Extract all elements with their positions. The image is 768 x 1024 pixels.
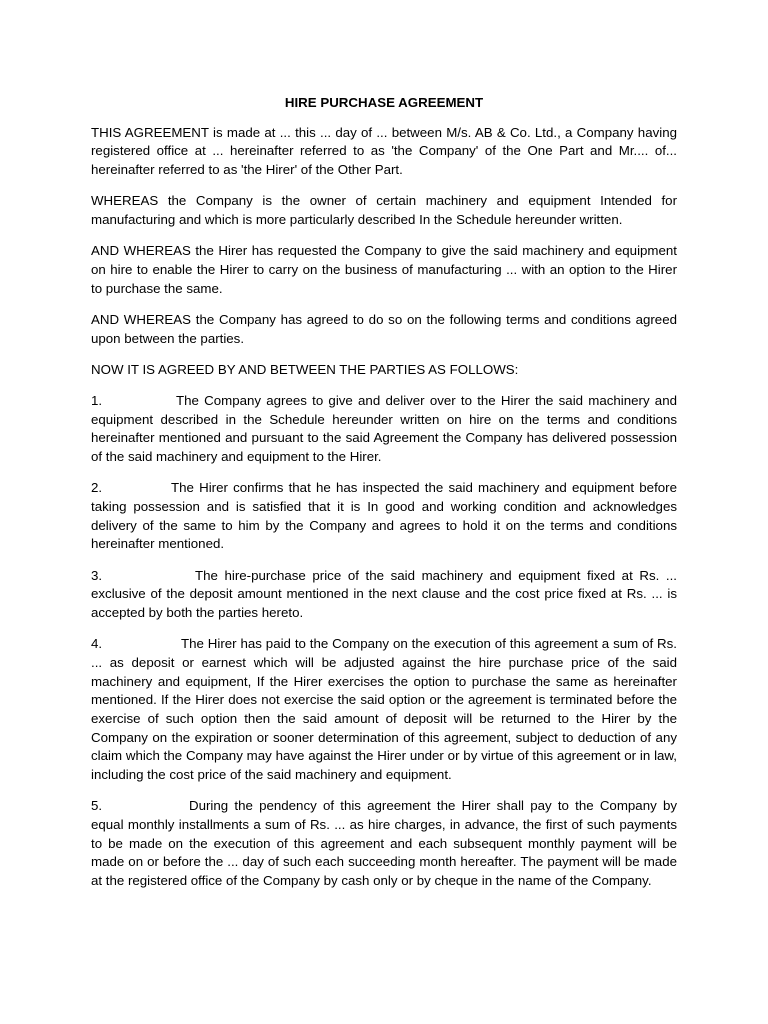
and-whereas-agreed-paragraph: AND WHEREAS the Company has agreed to do so on the following terms and conditions agreed upon between the parties. (91, 311, 677, 346)
clause-3 (91, 567, 677, 623)
clause-number: 3. (91, 567, 103, 583)
clause-text: The Hirer has paid to the Company on the execution of this agreement a sum of Rs. ... as deposit or earnest which will be adjusted against the hire purchase price of the said machinery and equipment, If the Hirer exercises the option to purchase the same as hereinafter mentioned. If the Hirer does not exercise the said option or the agreement is terminated before the exercise of such option then the said amount of deposit will be returned to the Hirer by the Company on the expiration or sooner determination of this agreement, subject to deduction of any claim which the Company may have against the Hirer under or by virtue of this agreement or in law, including the cost price of the said machinery and equipment. (91, 636, 677, 783)
preamble-paragraph: THIS AGREEMENT is made at ... this ... day of ... between M/s. AB & Co. Ltd., a Company having registered office at ... hereinafter referred to as 'the Company' of the One Part and Mr.... of... hereinafter referred to as 'the Hirer' of the Other Part. (91, 124, 677, 178)
whereas-paragraph: WHEREAS the Company is the owner of certain machinery and equipment Intended for manufacturing and which is more particularly described In the Schedule hereunder written. (91, 193, 677, 228)
and-whereas-request-paragraph: AND WHEREAS the Hirer has requested the Company to give the said machinery and equipment on hire to enable the Hirer to carry on the business of manufacturing ... with an option to the Hirer to purchase the same. (91, 243, 677, 296)
clause-text: During the pendency of this agreement the Hirer shall pay to the Company by equal monthly installments a sum of Rs. ... as hire charges, in advance, the first of such payments to be made on the execution of this agreement and each subsequent monthly payment will be made on or before the ... day of such each succeeding month hereafter. The payment will be made at the registered office of the Company by cash only or by cheque in the name of the Company. (91, 798, 677, 889)
document-page (91, 94, 677, 903)
clause-number: 2. (91, 480, 103, 496)
clause-4 (91, 635, 677, 785)
clause-2 (91, 479, 677, 554)
clause-number: 4. (91, 636, 103, 652)
clause-text: The hire-purchase price of the said machinery and equipment fixed at Rs. ... exclusive of the deposit amount mentioned in the next clause and the cost price fixed at Rs. ... is accepted by both the parties hereto. (91, 567, 677, 620)
clause-text: The Hirer confirms that he has inspected the said machinery and equipment before taking possession and is satisfied that it is In good and working condition and acknowledges delivery of the same to him by the Company and agrees to hold it on the terms and conditions hereinafter mentioned. (91, 480, 677, 552)
clause-5 (91, 797, 677, 891)
document-title: HIRE PURCHASE AGREEMENT (284, 95, 484, 110)
clause-1 (91, 392, 677, 467)
clause-text: The Company agrees to give and deliver over to the Hirer the said machinery and equipment described in the Schedule hereunder written on hire on the terms and conditions hereinafter mentioned and pursuant to the said Agreement the Company has delivered possession of the said machinery and equipment to the Hirer. (91, 392, 677, 465)
now-it-is-agreed-paragraph: NOW IT IS AGREED BY AND BETWEEN THE PARTIES AS FOLLOWS: (91, 361, 519, 377)
clause-number: 1. (91, 392, 103, 408)
clause-number: 5. (91, 798, 103, 814)
